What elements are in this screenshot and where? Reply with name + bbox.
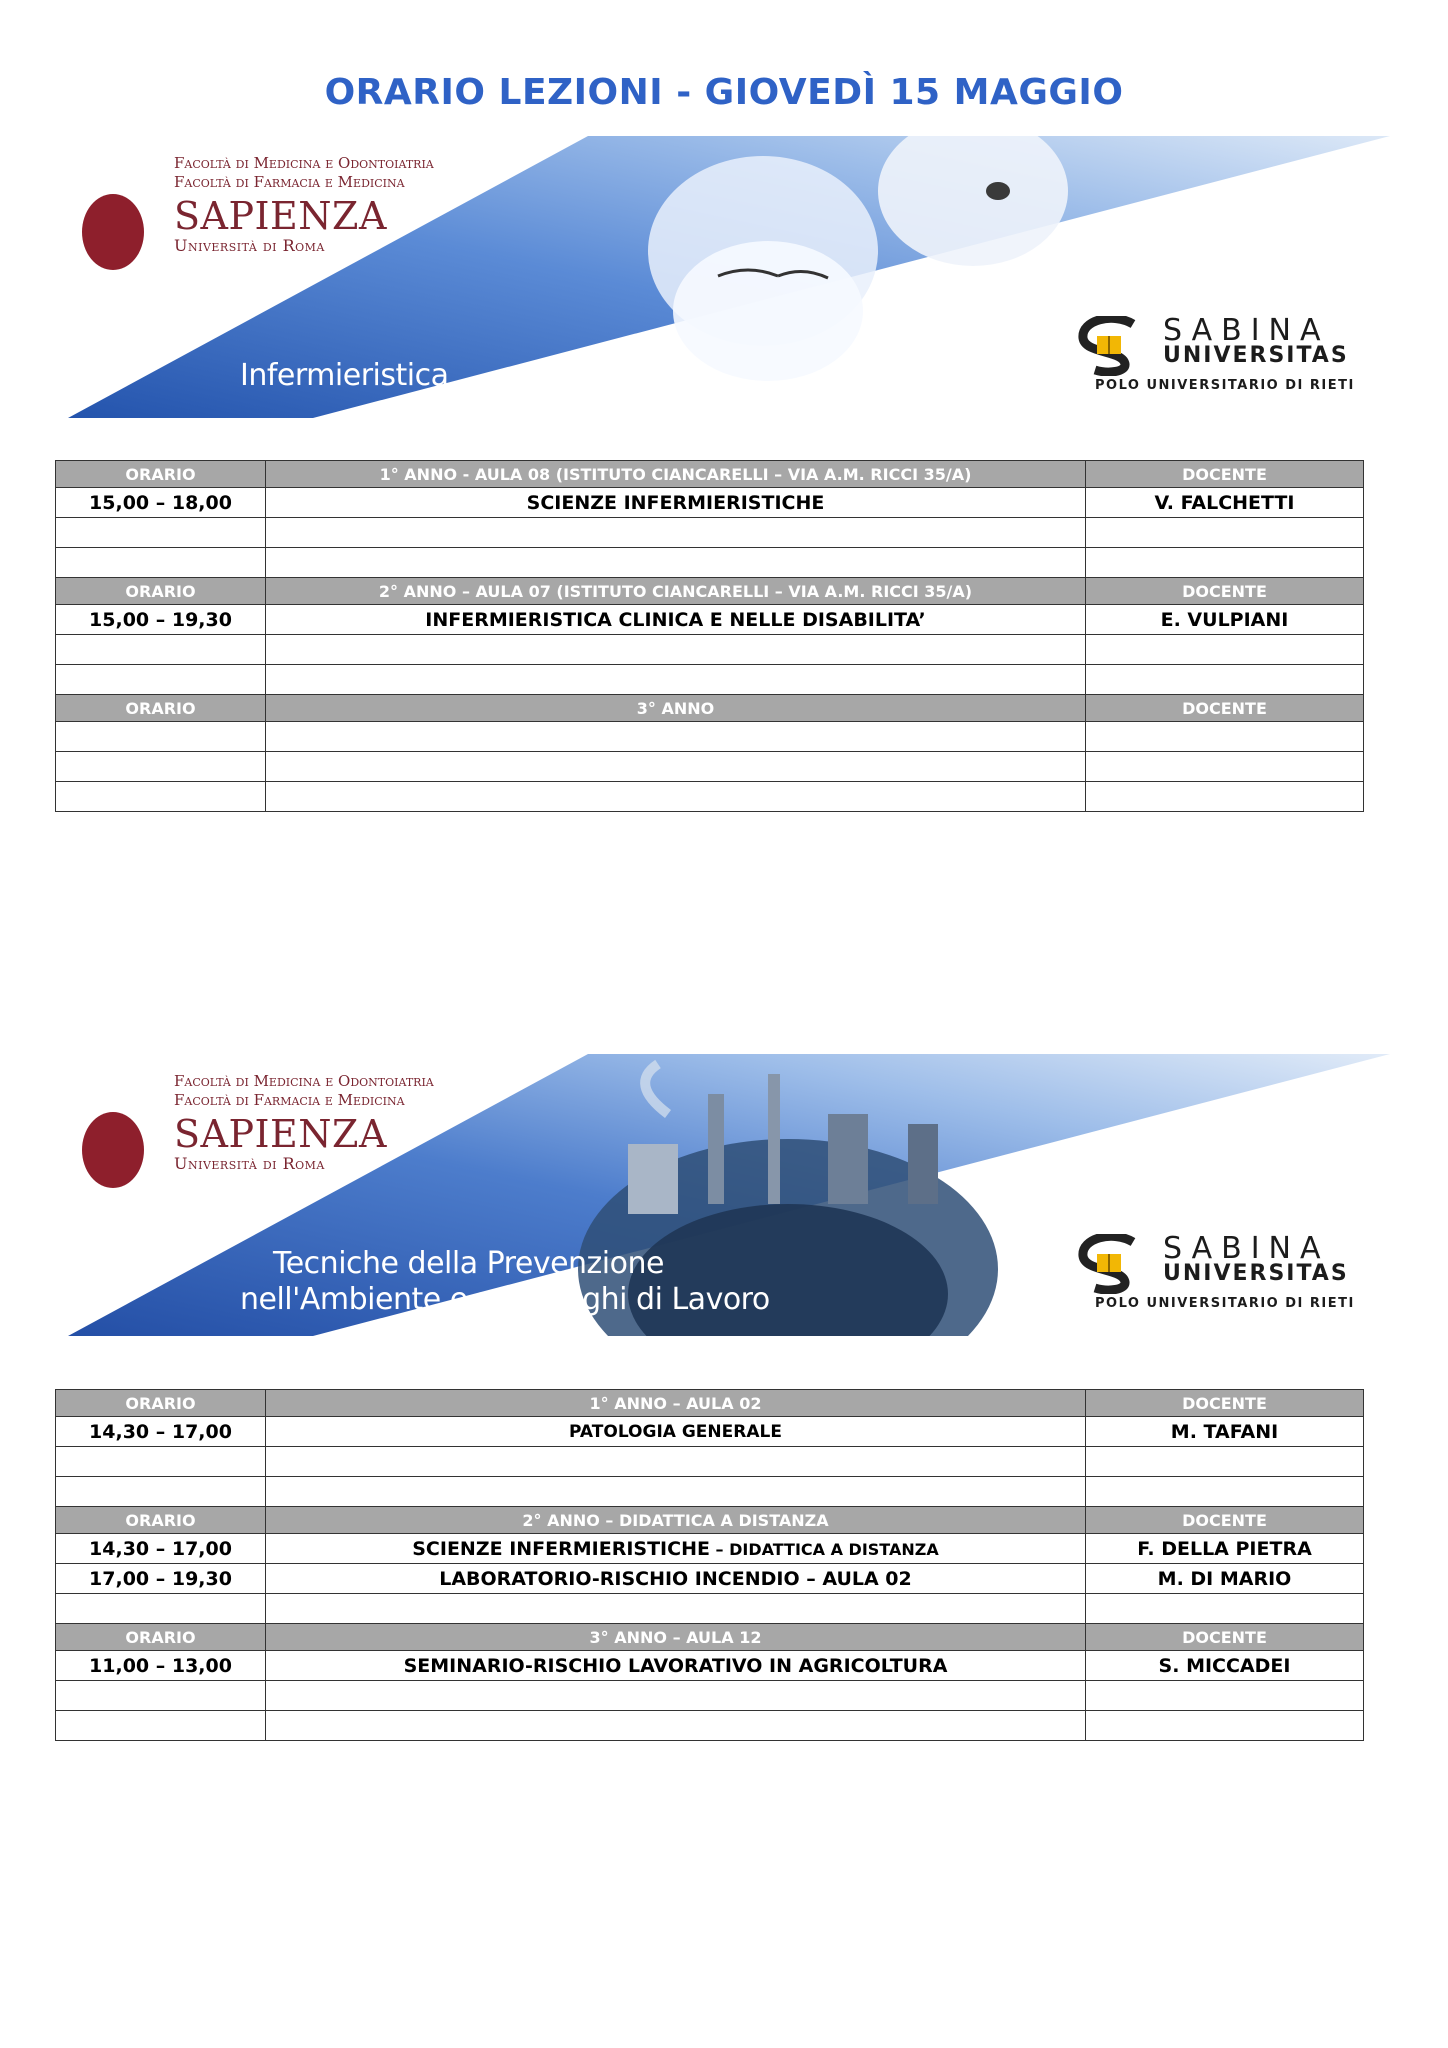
university-sub: Università di Roma — [174, 1154, 325, 1173]
row-teacher: E. VULPIANI — [1086, 605, 1364, 635]
row-time — [56, 1447, 266, 1477]
schedule-table-tecniche-prevenzione — [55, 1389, 1364, 1741]
row-time — [56, 1681, 266, 1711]
table-row — [56, 488, 1364, 518]
row-subject: SEMINARIO-RISCHIO LAVORATIVO IN AGRICOLTURA — [266, 1651, 1086, 1681]
row-subject-note: – DIDATTICA A DISTANZA — [709, 1539, 939, 1559]
table-row — [56, 605, 1364, 635]
table-header-row — [56, 1390, 1364, 1417]
table-row — [56, 1651, 1364, 1681]
header-teacher: DOCENTE — [1086, 1390, 1364, 1417]
row-time: 15,00 – 19,30 — [56, 605, 266, 635]
row-subject — [266, 782, 1086, 812]
row-teacher — [1086, 1594, 1364, 1624]
row-time: 15,00 – 18,00 — [56, 488, 266, 518]
faculty-line-1: Facoltà di Medicina e Odontoiatria — [174, 154, 434, 172]
sapienza-seal-icon — [82, 194, 144, 270]
row-subject: SCIENZE INFERMIERISTICHE — [412, 1537, 710, 1560]
header-time: ORARIO — [56, 695, 266, 722]
row-subject — [266, 1711, 1086, 1741]
header-time: ORARIO — [56, 1507, 266, 1534]
sabina-book-icon — [1073, 316, 1153, 376]
row-teacher — [1086, 548, 1364, 578]
header-teacher: DOCENTE — [1086, 695, 1364, 722]
row-time — [56, 1594, 266, 1624]
row-teacher: M. TAFANI — [1086, 1417, 1364, 1447]
row-subject — [266, 752, 1086, 782]
row-teacher: V. FALCHETTI — [1086, 488, 1364, 518]
row-subject — [266, 1594, 1086, 1624]
header-teacher: DOCENTE — [1086, 1507, 1364, 1534]
schedule-table-infermieristica — [55, 460, 1364, 812]
row-subject — [266, 635, 1086, 665]
row-subject — [266, 1681, 1086, 1711]
table-row — [56, 722, 1364, 752]
table-row — [56, 1594, 1364, 1624]
row-subject: PATOLOGIA GENERALE — [266, 1417, 1086, 1447]
course-name: Infermieristica — [240, 358, 449, 393]
header-title: 2° ANNO – AULA 07 (ISTITUTO CIANCARELLI – VIA A.M. RICCI 35/A) — [266, 578, 1086, 605]
row-teacher — [1086, 1711, 1364, 1741]
row-subject: INFERMIERISTICA CLINICA E NELLE DISABILITA’ — [266, 605, 1086, 635]
row-subject — [266, 518, 1086, 548]
row-time — [56, 1711, 266, 1741]
table-header-row — [56, 578, 1364, 605]
header-teacher: DOCENTE — [1086, 578, 1364, 605]
university-name: SAPIENZA — [174, 1112, 387, 1156]
row-teacher — [1086, 1681, 1364, 1711]
page-title: ORARIO LEZIONI - GIOVEDÌ 15 MAGGIO — [324, 72, 1124, 113]
row-teacher — [1086, 1447, 1364, 1477]
sabina-logo — [1073, 313, 1373, 396]
table-header-row — [56, 1507, 1364, 1534]
header-time: ORARIO — [56, 578, 266, 605]
row-subject — [266, 1477, 1086, 1507]
header-title: 3° ANNO — [266, 695, 1086, 722]
row-subject-cell — [266, 1534, 1086, 1564]
row-time — [56, 722, 266, 752]
header-title: 1° ANNO – AULA 02 — [266, 1390, 1086, 1417]
header-time: ORARIO — [56, 461, 266, 488]
table-row — [56, 548, 1364, 578]
header-teacher: DOCENTE — [1086, 461, 1364, 488]
row-teacher — [1086, 782, 1364, 812]
row-teacher — [1086, 722, 1364, 752]
partner-polo: POLO UNIVERSITARIO DI RIETI — [1095, 1296, 1355, 1311]
faculty-line-1: Facoltà di Medicina e Odontoiatria — [174, 1072, 434, 1090]
table-header-row — [56, 695, 1364, 722]
header-title: 3° ANNO – AULA 12 — [266, 1624, 1086, 1651]
partner-name: SABINA — [1163, 1231, 1330, 1266]
faculty-line-2: Facoltà di Farmacia e Medicina — [174, 1091, 405, 1109]
table-row — [56, 1417, 1364, 1447]
table-row — [56, 1447, 1364, 1477]
header-title: 1° ANNO - AULA 08 (ISTITUTO CIANCARELLI – VIA A.M. RICCI 35/A) — [266, 461, 1086, 488]
table-row — [56, 1681, 1364, 1711]
row-teacher: F. DELLA PIETRA — [1086, 1534, 1364, 1564]
table-header-row — [56, 1624, 1364, 1651]
table-row — [56, 1564, 1364, 1594]
table-row — [56, 782, 1364, 812]
row-subject — [266, 548, 1086, 578]
row-subject — [266, 665, 1086, 695]
table-row — [56, 1477, 1364, 1507]
row-teacher — [1086, 635, 1364, 665]
row-time — [56, 548, 266, 578]
row-subject — [266, 722, 1086, 752]
banner-tecniche-prevenzione — [68, 1054, 1390, 1336]
row-teacher — [1086, 518, 1364, 548]
row-subject: SCIENZE INFERMIERISTICHE — [266, 488, 1086, 518]
partner-polo: POLO UNIVERSITARIO DI RIETI — [1095, 378, 1355, 393]
row-time: 14,30 – 17,00 — [56, 1417, 266, 1447]
row-time — [56, 752, 266, 782]
sapienza-seal-icon — [82, 1112, 144, 1188]
row-teacher — [1086, 665, 1364, 695]
partner-name: SABINA — [1163, 313, 1330, 348]
sabina-book-icon — [1073, 1234, 1153, 1294]
row-time: 11,00 – 13,00 — [56, 1651, 266, 1681]
row-subject — [266, 1447, 1086, 1477]
table-row — [56, 518, 1364, 548]
sabina-logo — [1073, 1231, 1373, 1314]
row-time — [56, 782, 266, 812]
course-name-line-1: Tecniche della Prevenzione — [273, 1246, 664, 1281]
row-time — [56, 1477, 266, 1507]
row-teacher — [1086, 1477, 1364, 1507]
row-teacher: M. DI MARIO — [1086, 1564, 1364, 1594]
row-time — [56, 635, 266, 665]
table-row — [56, 665, 1364, 695]
row-teacher: S. MICCADEI — [1086, 1651, 1364, 1681]
partner-sub: UNIVERSITAS — [1163, 1261, 1349, 1286]
university-sub: Università di Roma — [174, 236, 325, 255]
faculty-line-2: Facoltà di Farmacia e Medicina — [174, 173, 405, 191]
table-header-row — [56, 461, 1364, 488]
partner-sub: UNIVERSITAS — [1163, 343, 1349, 368]
header-time: ORARIO — [56, 1390, 266, 1417]
table-row — [56, 1711, 1364, 1741]
row-time: 14,30 – 17,00 — [56, 1534, 266, 1564]
header-title: 2° ANNO – DIDATTICA A DISTANZA — [266, 1507, 1086, 1534]
row-time — [56, 518, 266, 548]
table-row — [56, 1534, 1364, 1564]
row-teacher — [1086, 752, 1364, 782]
table-row — [56, 635, 1364, 665]
table-row — [56, 752, 1364, 782]
university-name: SAPIENZA — [174, 194, 387, 238]
header-time: ORARIO — [56, 1624, 266, 1651]
course-name-line-2: nell'Ambiente e nei Luoghi di Lavoro — [240, 1282, 770, 1317]
row-time: 17,00 – 19,30 — [56, 1564, 266, 1594]
row-subject: LABORATORIO-RISCHIO INCENDIO – AULA 02 — [266, 1564, 1086, 1594]
row-time — [56, 665, 266, 695]
header-teacher: DOCENTE — [1086, 1624, 1364, 1651]
banner-infermieristica — [68, 136, 1390, 418]
